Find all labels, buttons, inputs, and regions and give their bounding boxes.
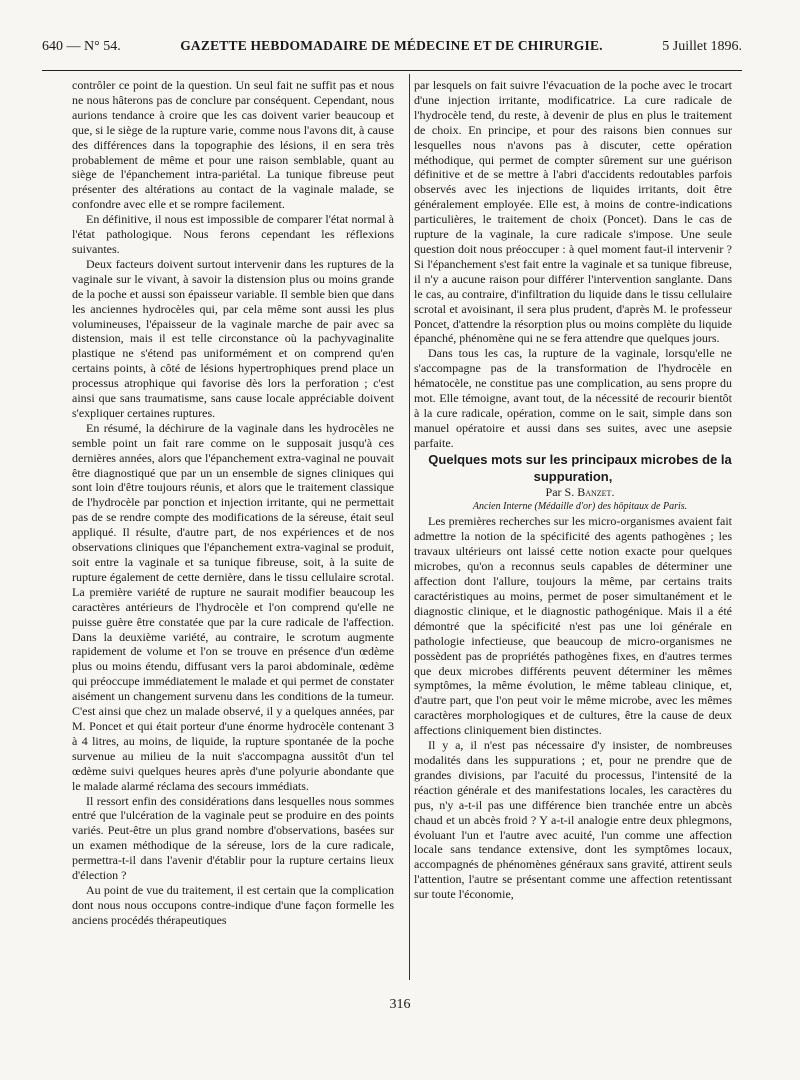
- paragraph: Il y a, il n'est pas nécessaire d'y insister, de nombreuses modalités dans les suppurations ; et, pour ne prendre que de grandes divisions, par l'acuité du processus, l'intensité de la réaction générale et des manifestations locales, les caractères du pus, n'y a-t-il pas une différence bien tranchée entre un abcès chaud et un abcès froid ? Y a-t-il analogie entre deux phlegmons, évoluant l'un et l'autre avec acuité, l'un comme une affection locale sans tendance extensive, dont les symptômes locaux, accompagnés de phénomènes généraux sans gravité, attirent seuls l'attention, l'autre se présentant comme une affection retentissant sur toute l'économie,: [414, 738, 732, 902]
- paragraph: En définitive, il nous est impossible de comparer l'état normal à l'état pathologique. Nous ferons cependant les réflexions suivantes.: [72, 212, 394, 256]
- paragraph: Les premières recherches sur les micro-organismes avaient fait admettre la notion de la spécificité des agents pathogènes ; les travaux ultérieurs ont laissé cette notion exacte pour quelques microbes, qu'on a reconnus seuls capables de déterminer une affection dont l'allure, toujours la même, par certains traits caractéristiques au moins, permet de poser simultanément et le diagnostic clinique, et le diagnostic pathogénique. Mais il a été démontré que la spécificité n'est pas une loi générale en pathologie infectieuse, que beaucoup de micro-organismes ne possèdent pas de propriétés pathogènes fixes, en d'autres termes que deux microbes différents peuvent déterminer les mêmes symptômes, la même évolution, le même tableau clinique, et, d'autre part, que l'on peut voir le même microbe, avec les mêmes caractères morphologiques et de cultures, être la cause de deux affections cliniquement bien distinctes.: [414, 514, 732, 738]
- header-rule: [42, 70, 742, 71]
- article-byline: [414, 485, 732, 500]
- paragraph: par lesquels on fait suivre l'évacuation de la poche avec le trocart d'une injection irritante, modificatrice. La cure radicale de l'hydrocèle tend, du reste, à devenir de plus en plus le traitement de choix. En principe, et pour des raisons bien connues sur lesquelles nous n'avons pas à discuter, cette opération méthodique, qui permet de compter sûrement sur une guérison définitive et de se mettre à l'abri d'accidents redoutables parfois observés avec les injections de liquides irritants, doit être généralement employée. Elle est, à moins de contre-indications particulières, le traitement de choix (Poncet). Dans le cas de rupture de la vaginale, la cure radicale s'impose. Une seule question doit nous préoccuper : à quel moment faut-il intervenir ? Si l'épanchement s'est fait entre la vaginale et sa tunique fibreuse, il n'y a aucune raison pour différer l'intervention sanglante. Dans le cas, au contraire, d'infiltration du liquide dans le tissu cellulaire scrotal et avoisinant, il sera plus prudent, d'après M. le professeur Poncet, d'attendre la résorption plus ou moins complète du liquide épanché, phénomène qui ne se fera attendre que quelques jours.: [414, 78, 732, 346]
- paragraph: Il ressort enfin des considérations dans lesquelles nous sommes entré que l'ulcération de la vaginale peut se produire en des points variés. Peut-être un plus grand nombre d'observations, basées sur un examen méthodique de la séreuse, lors de la cure radicale, permettra-t-il dans l'avenir d'établir pour la rupture certains lieux d'élection ?: [72, 793, 394, 883]
- article-title: Quelques mots sur les principaux microbes de la suppuration,: [428, 451, 732, 484]
- author-affiliation: Ancien Interne (Médaille d'or) des hôpitaux de Paris.: [472, 500, 688, 512]
- header-date: 5 Juillet 1896.: [662, 39, 742, 54]
- right-column: [414, 78, 732, 902]
- paragraph: En résumé, la déchirure de la vaginale dans les hydrocèles ne semble point un fait rare comme on le supposait jusqu'à ces dernières années, alors que l'épanchement extra-vaginal ne pouvait être diagnostiqué que par un un ensemble de signes cliniques qui sont loin d'être toujours réunis, et alors que le traitement classique de l'hydrocèle par ponction et injection irritante, qui ne permettait pas de se rendre compte des modifications de la séreuse, était seul appliqué. Il résulte, d'autre part, de nos expériences et de nos observations cliniques que l'épanchement extra-vaginal se produit, soit entre la vaginale et sa tunique fibreuse, soit, à la suite de rupture également de cette dernière, dans le tissu cellulaire scrotal. La première variété de rupture ne saurait modifier beaucoup les caractères antérieurs de l'hydrocèle et l'on comprend qu'elle ne puisse guère être constatée que par la cure radicale de l'affection. Dans la deuxième variété, au contraire, le scrotum augmente rapidement de volume et l'on se trouve en présence d'un œdème plus ou moins étendu, diffusant vers la paroi abdominale, œdème qui préoccupe immédiatement le malade et qui permet de constater aisément un changement survenu dans les conditions de la tumeur. C'est ainsi que chez un malade observé, il y a quelques années, par M. Poncet et qui était porteur d'une énorme hydrocèle contenant 3 à 4 litres, au moins, de liquide, la rupture spontanée de la poche survenue au milieu de la nuit s'accompagna aussitôt d'un tel œdème suivi quelques heures après d'une polyurie abondante que le malade alarmé réclama des secours immédiats.: [72, 420, 394, 793]
- paragraph: contrôler ce point de la question. Un seul fait ne suffit pas et nous ne nous hâterons pas de conclure par conséquent. Cependant, nous aurions tendance à croire que les cas doivent varier beaucoup et que, si le siège de la rupture varie, comme nous l'avons dit, à cause des différences dans la topographie des lésions, il en sera très probablement de même et pour une raison semblable, quant au siège de l'épanchement intra-pariétal. La tunique fibreuse peut présenter des altérations au contact de la vaginale malade, se confondre avec elle et se rompre facilement.: [72, 78, 394, 212]
- column-divider: [409, 74, 410, 980]
- paragraph: Dans tous les cas, la rupture de la vaginale, lorsqu'elle ne s'accompagne pas de la transformation de l'hydrocèle en hématocèle, ne constitue pas une complication, au sens propre du mot. Elle témoigne, avant tout, de la nécessité de recourir bientôt à la cure radicale, opération, comme on le sait, simple dans son manuel opératoire et aussi dans ses suites, avec une asepsie parfaite.: [414, 346, 732, 450]
- header-page-number: 640 — N° 54.: [42, 39, 121, 54]
- author-name: Banzet.: [577, 484, 615, 499]
- footer-page-number: 316: [389, 997, 411, 1012]
- paragraph: Deux facteurs doivent surtout intervenir dans les ruptures de la vaginale sur le vivant, à savoir la distension plus ou moins grande de la poche et aussi son épaisseur variable. Il semble bien que dans les anciennes hydrocèles qui, par cela même sont aussi les plus volumineuses, l'épaisseur de la vaginale marche de pair avec sa distension, mais il est telle circonstance où la pachyvaginalite plastique ne s'étend pas uniformément et on comprend qu'en certains points, à côté de lésions hypertrophiques prend place un processus atrophique qui favorise dès lors la perforation ; c'est ainsi que sans traumatisme, sans cause locale appréciable doivent s'expliquer certaines ruptures.: [72, 256, 394, 420]
- header-journal-title: GAZETTE HEBDOMADAIRE DE MÉDECINE ET DE CHIRURGIE.: [180, 38, 603, 53]
- paragraph: Au point de vue du traitement, il est certain que la complication dont nous nous occupons contre-indique d'une façon formelle les anciens procédés thérapeutiques: [72, 882, 394, 927]
- running-header: [42, 38, 742, 64]
- byline-prefix: Par S.: [545, 484, 575, 499]
- left-column: [72, 78, 394, 928]
